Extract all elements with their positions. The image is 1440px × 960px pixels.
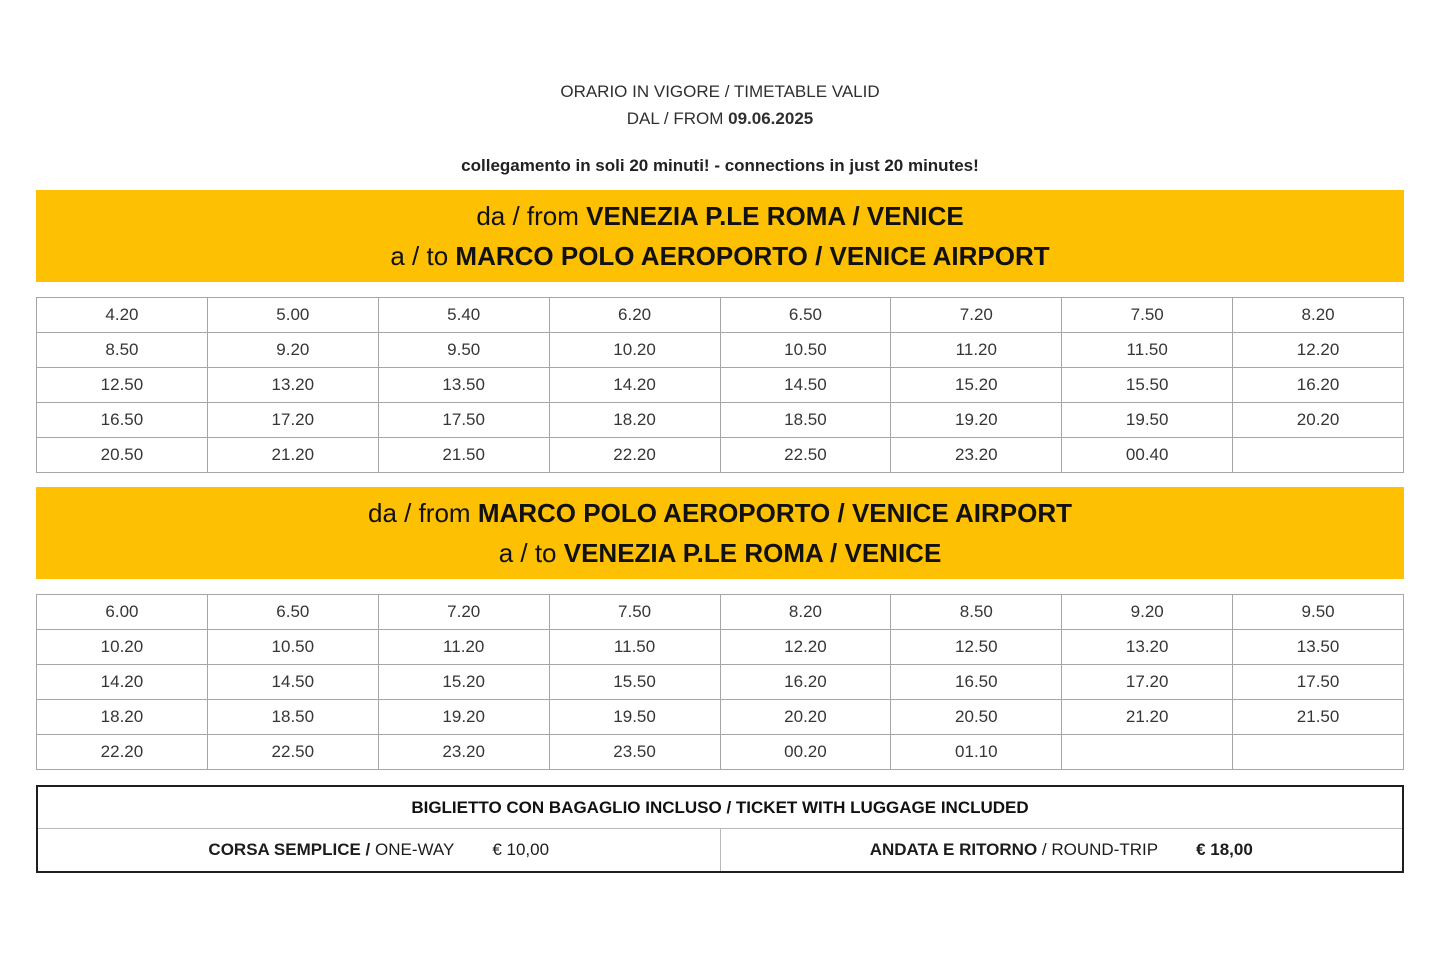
- departure-time-cell: 00.20: [721, 735, 892, 769]
- timetable-row: [37, 700, 1403, 735]
- departure-time-cell: 10.50: [721, 333, 892, 367]
- departure-time-cell: 21.50: [379, 438, 550, 472]
- banner-to-city: [36, 487, 1404, 579]
- departure-time-cell: 22.20: [37, 735, 208, 769]
- page-header: [0, 0, 1440, 132]
- departure-time-cell: 11.50: [550, 630, 721, 664]
- departure-time-cell: 18.20: [550, 403, 721, 437]
- departure-time-cell: 15.20: [379, 665, 550, 699]
- departure-time-cell: 5.00: [208, 298, 379, 332]
- banner-to-airport-line1: [36, 196, 1404, 236]
- banner-from-place: MARCO POLO AEROPORTO / VENICE AIRPORT: [477, 498, 1073, 528]
- departure-time-cell: 9.50: [379, 333, 550, 367]
- departure-time-cell: 8.20: [1301, 305, 1335, 324]
- departure-time-cell: 13.20: [1062, 630, 1233, 664]
- departure-time-cell: 15.50: [1062, 368, 1233, 402]
- departure-time-cell: 21.20: [208, 438, 379, 472]
- one-way-price: € 10,00: [492, 840, 550, 859]
- banner-to-city-line2: [36, 533, 1404, 573]
- departure-time-cell: 15.50: [550, 665, 721, 699]
- departure-time-cell: 21.20: [1062, 700, 1233, 734]
- connection-time-subtitle: collegamento in soli 20 minuti! - connections in just 20 minutes!: [461, 156, 979, 175]
- timetable-row: [37, 665, 1403, 700]
- departure-time-cell: 7.20: [379, 595, 550, 629]
- departure-time-cell: [1233, 735, 1403, 769]
- departure-time-cell: 22.50: [208, 735, 379, 769]
- departure-time-cell: 23.20: [891, 438, 1062, 472]
- departure-time-cell: 10.20: [550, 333, 721, 367]
- departure-time-cell: 9.20: [208, 333, 379, 367]
- timetable-row: [37, 403, 1403, 438]
- banner-from-prefix: da / from: [367, 498, 478, 528]
- departure-time-cell: 6.50: [721, 298, 892, 332]
- departure-time-cell: 13.50: [379, 368, 550, 402]
- departure-time-cell: 19.20: [379, 700, 550, 734]
- departure-time-cell: 10.20: [37, 630, 208, 664]
- departure-time-cell: 18.20: [37, 700, 208, 734]
- departure-time-cell: 14.20: [37, 665, 208, 699]
- departure-time-cell: 11.50: [1062, 333, 1233, 367]
- departure-time-cell: 18.50: [721, 403, 892, 437]
- banner-to-place: VENEZIA P.LE ROMA / VENICE: [563, 538, 942, 568]
- departure-time-cell: 11.20: [379, 630, 550, 664]
- departure-time-cell: 21.50: [1296, 707, 1340, 726]
- departure-time-cell: 6.20: [550, 298, 721, 332]
- banner-to-airport-line2: [36, 236, 1404, 276]
- banner-from-prefix: da / from: [476, 201, 587, 231]
- departure-time-cell: 8.50: [891, 595, 1062, 629]
- departure-time-cell: 20.50: [37, 438, 208, 472]
- departure-time-cell: 7.20: [891, 298, 1062, 332]
- departure-time-cell: 01.10: [891, 735, 1062, 769]
- departure-time-cell: 20.20: [721, 700, 892, 734]
- departure-time-cell: 15.20: [891, 368, 1062, 402]
- departure-time-cell: 10.50: [208, 630, 379, 664]
- departure-time-cell: 4.20: [37, 298, 208, 332]
- departure-time-cell: 7.50: [1062, 298, 1233, 332]
- departure-time-cell: 22.50: [721, 438, 892, 472]
- departure-time-cell: 19.20: [891, 403, 1062, 437]
- timetable-row: [37, 368, 1403, 403]
- departure-time-cell: 9.50: [1301, 602, 1335, 621]
- timetable-row: [37, 298, 1403, 333]
- departure-time-cell: 6.50: [208, 595, 379, 629]
- round-trip-label-it: ANDATA E RITORNO: [869, 840, 1038, 859]
- departure-time-cell: 12.50: [37, 368, 208, 402]
- departure-time-cell: 14.50: [208, 665, 379, 699]
- departure-time-cell: 7.50: [550, 595, 721, 629]
- departure-time-cell: 6.00: [37, 595, 208, 629]
- departure-time-cell: 8.50: [37, 333, 208, 367]
- one-way-price-cell: [38, 829, 721, 871]
- departure-time-cell: 9.20: [1062, 595, 1233, 629]
- departure-time-cell: 19.50: [550, 700, 721, 734]
- departure-time-cell: 13.20: [208, 368, 379, 402]
- pricing-table: [36, 785, 1404, 873]
- departure-time-cell: 16.50: [891, 665, 1062, 699]
- departure-time-cell: 12.50: [891, 630, 1062, 664]
- round-trip-price: € 18,00: [1196, 840, 1253, 859]
- departure-time-cell: 13.50: [1296, 637, 1340, 656]
- departure-time-cell: 8.20: [721, 595, 892, 629]
- timetable-row: [37, 333, 1403, 368]
- departure-time-cell: 00.40: [1062, 438, 1233, 472]
- departure-time-cell: 23.20: [379, 735, 550, 769]
- timetable-to-city: [36, 594, 1404, 770]
- departure-time-cell: 17.50: [379, 403, 550, 437]
- departure-time-cell: 12.20: [1296, 340, 1340, 359]
- departure-time-cell: 17.20: [1062, 665, 1233, 699]
- timetable-row: [37, 735, 1403, 770]
- one-way-label-it: CORSA SEMPLICE /: [208, 840, 375, 859]
- departure-time-cell: 12.20: [721, 630, 892, 664]
- banner-to-place: MARCO POLO AEROPORTO / VENICE AIRPORT: [455, 241, 1050, 271]
- banner-to-city-line1: [36, 493, 1404, 533]
- departure-time-cell: 14.20: [550, 368, 721, 402]
- departure-time-cell: [1233, 438, 1403, 472]
- departure-time-cell: 14.50: [721, 368, 892, 402]
- banner-from-place: VENEZIA P.LE ROMA / VENICE: [586, 201, 964, 231]
- banner-to-prefix: a / to: [390, 241, 456, 271]
- one-way-label-en: ONE-WAY: [374, 840, 455, 859]
- valid-from-date: 09.06.2025: [728, 109, 814, 128]
- pricing-row: [38, 829, 1402, 871]
- round-trip-price-cell: [721, 829, 1403, 871]
- departure-time-cell: 18.50: [208, 700, 379, 734]
- timetable-row: [37, 630, 1403, 665]
- departure-time-cell: 20.50: [891, 700, 1062, 734]
- departure-time-cell: 16.20: [721, 665, 892, 699]
- departure-time-cell: 16.50: [37, 403, 208, 437]
- timetable-row: [37, 595, 1403, 630]
- departure-time-cell: 17.20: [208, 403, 379, 437]
- timetable-valid-title: ORARIO IN VIGORE / TIMETABLE VALID: [560, 82, 880, 101]
- banner-to-airport: [36, 190, 1404, 282]
- departure-time-cell: 22.20: [550, 438, 721, 472]
- timetable-row: [37, 438, 1403, 473]
- round-trip-label-en: / ROUND-TRIP: [1037, 840, 1159, 859]
- departure-time-cell: 16.20: [1296, 375, 1340, 394]
- departure-time-cell: 17.50: [1296, 672, 1340, 691]
- departure-time-cell: 11.20: [891, 333, 1062, 367]
- departure-time-cell: [1062, 735, 1233, 769]
- departure-time-cell: 23.50: [550, 735, 721, 769]
- departure-time-cell: 5.40: [379, 298, 550, 332]
- valid-from-line: [0, 105, 1440, 132]
- valid-from-prefix: DAL / FROM: [626, 109, 729, 128]
- timetable-to-airport: [36, 297, 1404, 473]
- banner-to-prefix: a / to: [498, 538, 564, 568]
- departure-time-cell: 19.50: [1062, 403, 1233, 437]
- pricing-header: BIGLIETTO CON BAGAGLIO INCLUSO / TICKET WITH LUGGAGE INCLUDED: [38, 787, 1402, 829]
- departure-time-cell: 20.20: [1296, 410, 1340, 429]
